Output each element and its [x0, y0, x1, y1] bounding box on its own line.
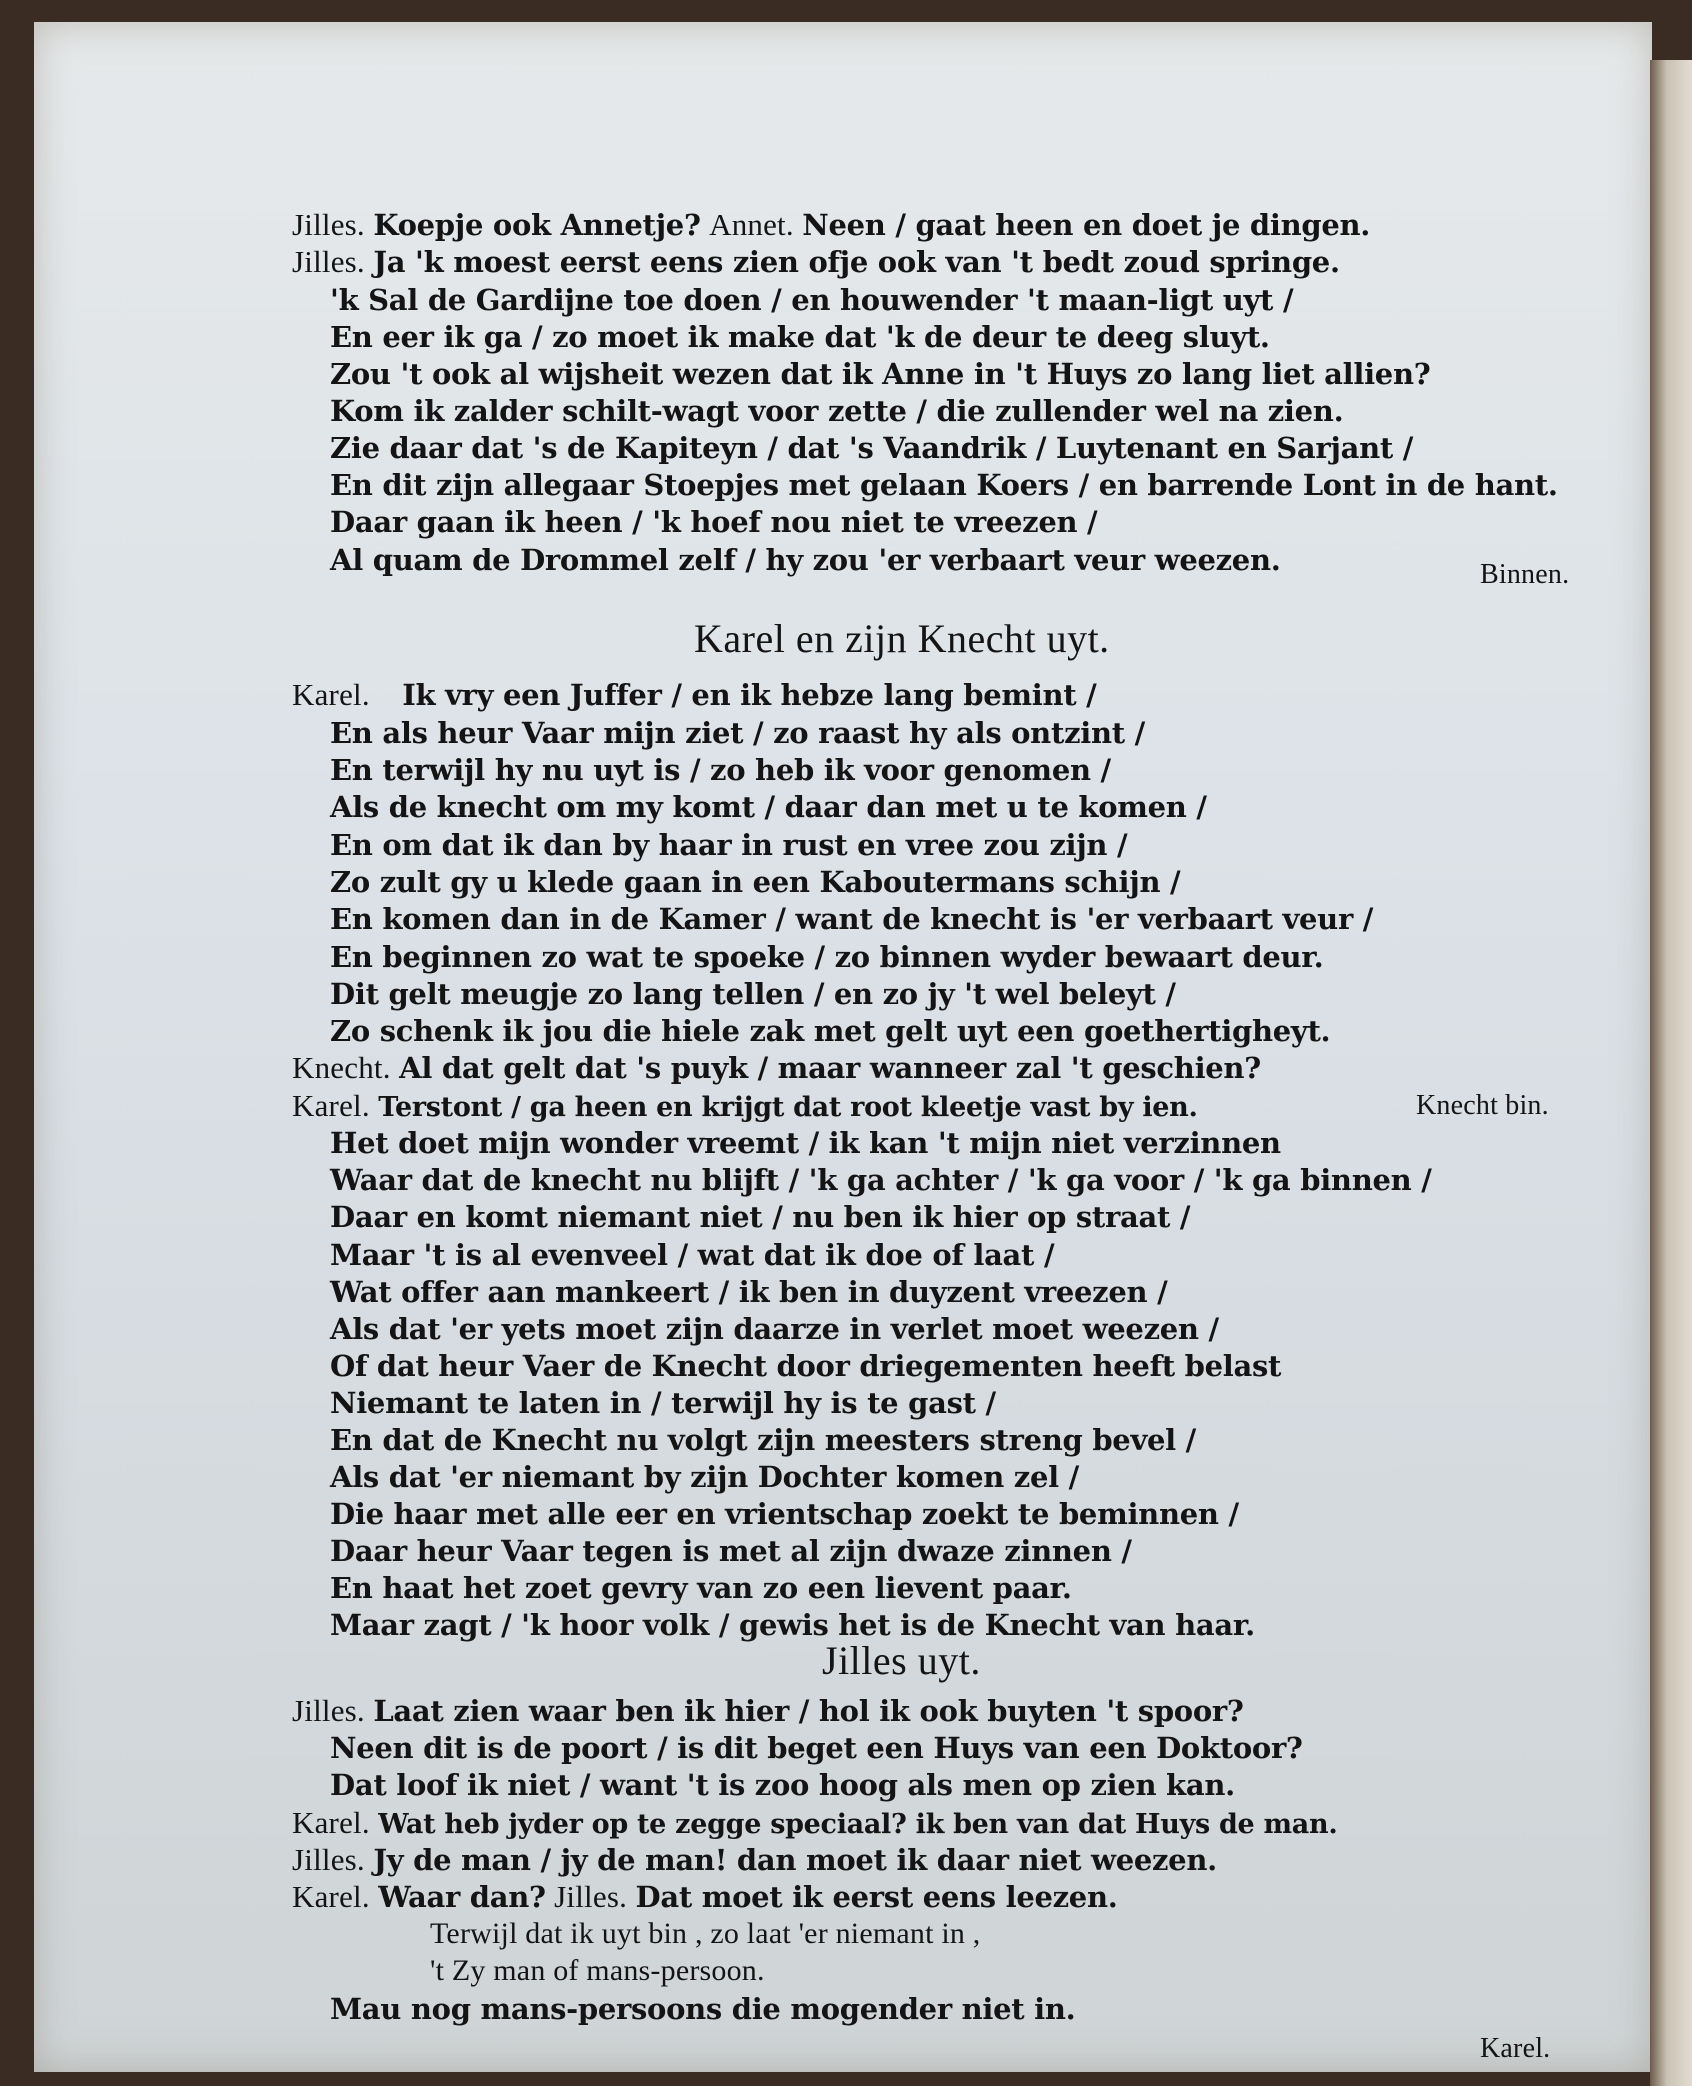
facing-page-edge [1650, 60, 1692, 2086]
verse-line: En komen dan in de Kamer / want de knecht is 'er verbaart veur / [330, 902, 1374, 936]
verse-line [292, 1049, 1261, 1087]
verse-line: Als dat 'er niemant by zijn Dochter komen zel / [330, 1460, 1079, 1494]
verse-line [292, 1692, 1244, 1730]
verse-line: 'k Sal de Gardijne toe doen / en houwender 't maan-ligt uyt / [330, 283, 1294, 317]
verse-line [292, 1841, 1217, 1879]
verse-line: Neen dit is de poort / is dit beget een Huys van een Doktoor? [330, 1731, 1303, 1765]
verse-text: Dat moet ik eerst eens leezen. [635, 1880, 1118, 1914]
verse-line [292, 243, 1340, 281]
verse-line: Al quam de Drommel zelf / hy zou 'er verbaart veur weezen. [330, 543, 1281, 577]
verse-text: Laat zien waar ben ik hier / hol ik ook buyten 't spoor? [373, 1694, 1244, 1728]
verse-line: Zo schenk ik jou die hiele zak met gelt uyt een goethertigheyt. [330, 1014, 1331, 1048]
verse-line: Daar gaan ik heen / 'k hoef nou niet te vreezen / [330, 505, 1098, 539]
scene-heading: Karel en zijn Knecht uyt. [694, 616, 1110, 661]
verse-line: En als heur Vaar mijn ziet / zo raast hy als ontzint / [330, 716, 1145, 750]
speaker: Karel. [292, 677, 370, 712]
speaker: Jilles. [292, 207, 365, 242]
verse-line: Kom ik zalder schilt-wagt voor zette / die zullender wel na zien. [330, 394, 1344, 428]
verse-line: Als dat 'er yets moet zijn daarze in verlet moet weezen / [330, 1312, 1219, 1346]
verse-line: Daar heur Vaar tegen is met al zijn dwaze zinnen / [330, 1534, 1132, 1568]
speaker: Jilles. [554, 1879, 628, 1914]
stage-direction: Binnen. [1480, 559, 1570, 590]
verse-line: Het doet mijn wonder vreemt / ik kan 't mijn niet verzinnen [330, 1126, 1281, 1160]
verse-line: Zie daar dat 's de Kapiteyn / dat 's Vaandrik / Luytenant en Sarjant / [330, 431, 1414, 465]
verse-line: En haat het zoet gevry van zo een lievent paar. [330, 1571, 1072, 1605]
verse-line: Daar en komt niemant niet / nu ben ik hier op straat / [330, 1200, 1191, 1234]
song-line: Terwijl dat ik uyt bin , zo laat 'er niemant in , [430, 1917, 981, 1950]
speaker: Karel. [292, 1088, 370, 1123]
verse-line: Als de knecht om my komt / daar dan met u te komen / [330, 790, 1207, 824]
verse-line [292, 676, 1096, 714]
verse-line: En terwijl hy nu uyt is / zo heb ik voor genomen / [330, 753, 1111, 787]
verse-line: Zou 't ook al wijsheit wezen dat ik Anne in 't Huys zo lang liet allien? [330, 357, 1431, 391]
song-line: 't Zy man of mans-persoon. [430, 1954, 765, 1987]
verse-line: Wat offer aan mankeert / ik ben in duyzent vreezen / [330, 1275, 1168, 1309]
speaker: Karel. [292, 1879, 370, 1914]
verse-text: Jy de man / jy de man! dan moet ik daar niet weezen. [373, 1843, 1217, 1877]
verse-line: Niemant te laten in / terwijl hy is te gast / [330, 1386, 996, 1420]
verse-line: En eer ik ga / zo moet ik make dat 'k de deur te deeg sluyt. [330, 320, 1270, 354]
verse-text: Ik vry een Juffer / en ik hebze lang bemint / [402, 678, 1097, 712]
verse-line: En dit zijn allegaar Stoepjes met gelaan Koers / en barrende Lont in de hant. [330, 468, 1558, 502]
scene-heading: Jilles uyt. [822, 1638, 981, 1683]
verse-text: Neen / gaat heen en doet je dingen. [802, 208, 1371, 242]
verse-text: Koepje ook Annetje? [373, 208, 701, 242]
verse-text: Waar dan? [378, 1880, 546, 1914]
verse-text: Al dat gelt dat 's puyk / maar wanneer zal 't geschien? [399, 1051, 1261, 1085]
speaker: Jilles. [292, 1842, 365, 1877]
verse-line: Dat loof ik niet / want 't is zoo hoog als men op zien kan. [330, 1768, 1235, 1802]
speaker: Jilles. [292, 1693, 365, 1728]
speaker: Jilles. [292, 244, 365, 279]
verse-line [292, 1804, 1337, 1844]
verse-line: Waar dat de knecht nu blijft / 'k ga achter / 'k ga voor / 'k ga binnen / [330, 1163, 1432, 1197]
verse-line: Maar 't is al evenveel / wat dat ik doe of laat / [330, 1238, 1055, 1272]
stage-direction: Knecht bin. [1416, 1090, 1549, 1121]
verse-line [292, 206, 1370, 244]
speaker: Annet. [709, 207, 794, 242]
verse-line: En beginnen zo wat te spoeke / zo binnen wyder bewaart deur. [330, 940, 1324, 974]
catchword: Karel. [1480, 2033, 1551, 2064]
verse-line: Die haar met alle eer en vrientschap zoekt te beminnen / [330, 1497, 1239, 1531]
verse-line [292, 1087, 1198, 1127]
verse-line: Mau nog mans-persoons die mogender niet in. [330, 1992, 1076, 2026]
verse-line: Dit gelt meugje zo lang tellen / en zo jy 't wel beleyt / [330, 977, 1176, 1011]
verse-line: Of dat heur Vaer de Knecht door driegementen heeft belast [330, 1349, 1282, 1383]
verse-text: Terstont / ga heen en krijgt dat root kleetje vast by ien. [378, 1092, 1198, 1123]
verse-line: Maar zagt / 'k hoor volk / gewis het is de Knecht van haar. [330, 1608, 1255, 1642]
verse-text: Ja 'k moest eerst eens zien ofje ook van 't bedt zoud springe. [373, 245, 1340, 279]
speaker: Knecht. [292, 1050, 391, 1085]
verse-line: Zo zult gy u klede gaan in een Kaboutermans schijn / [330, 865, 1181, 899]
speaker: Karel. [292, 1805, 370, 1840]
verse-text: Wat heb jyder op te zegge speciaal? ik ben van dat Huys de man. [378, 1809, 1338, 1840]
verse-line: En om dat ik dan by haar in rust en vree zou zijn / [330, 828, 1128, 862]
verse-line: En dat de Knecht nu volgt zijn meesters streng bevel / [330, 1423, 1196, 1457]
verse-line [292, 1878, 1118, 1916]
